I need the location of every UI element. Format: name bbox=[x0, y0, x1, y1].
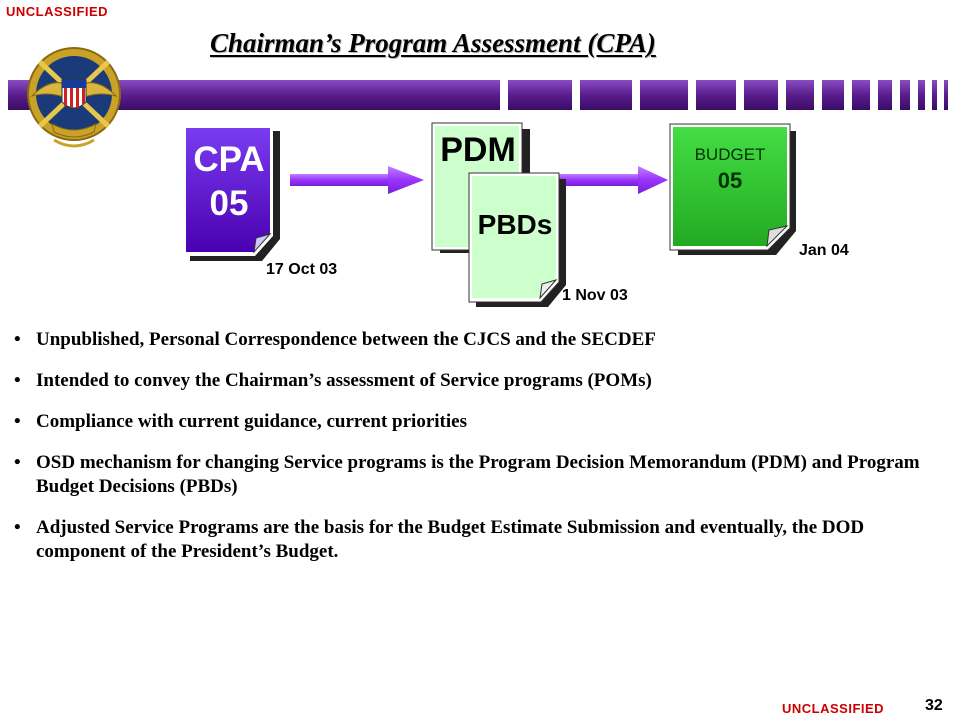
budget-label: BUDGET bbox=[694, 145, 766, 164]
arrow-cpa-to-pdm bbox=[290, 166, 424, 194]
bullet-item: • Intended to convey the Chairman’s assessment of Service programs (POMs) bbox=[14, 369, 934, 393]
budget-date: Jan 04 bbox=[799, 242, 849, 259]
pbds-label: PBDs bbox=[477, 209, 553, 240]
page-number: 32 bbox=[925, 697, 943, 714]
bullet-item: • OSD mechanism for changing Service programs is the Program Decision Memorandum (PDM) and Program Budget Decisions (PBDs) bbox=[14, 451, 934, 499]
classification-bottom: UNCLASSIFIED bbox=[782, 701, 885, 716]
arrow-pdm-to-budget bbox=[558, 166, 668, 194]
budget-year: 05 bbox=[717, 168, 743, 193]
cpa-date: 17 Oct 03 bbox=[266, 261, 338, 278]
bullet-item: • Compliance with current guidance, current priorities bbox=[14, 410, 934, 434]
cpa-card-label bbox=[183, 138, 275, 226]
cpa-year: 05 bbox=[209, 184, 249, 223]
pbds-date: 1 Nov 03 bbox=[562, 287, 628, 304]
bullet-item: • Adjusted Service Programs are the basis for the Budget Estimate Submission and eventually, the DOD component of the President’s Budget. bbox=[14, 516, 934, 564]
bullet-list bbox=[14, 328, 934, 581]
pdm-label: PDM bbox=[440, 131, 516, 169]
cpa-label: CPA bbox=[193, 140, 265, 179]
bullet-item: • Unpublished, Personal Correspondence between the CJCS and the SECDEF bbox=[14, 328, 934, 352]
budget-card-label bbox=[672, 144, 788, 196]
slide-title: Chairman’s Program Assessment (CPA) bbox=[210, 28, 656, 58]
classification-top: UNCLASSIFIED bbox=[6, 4, 109, 19]
